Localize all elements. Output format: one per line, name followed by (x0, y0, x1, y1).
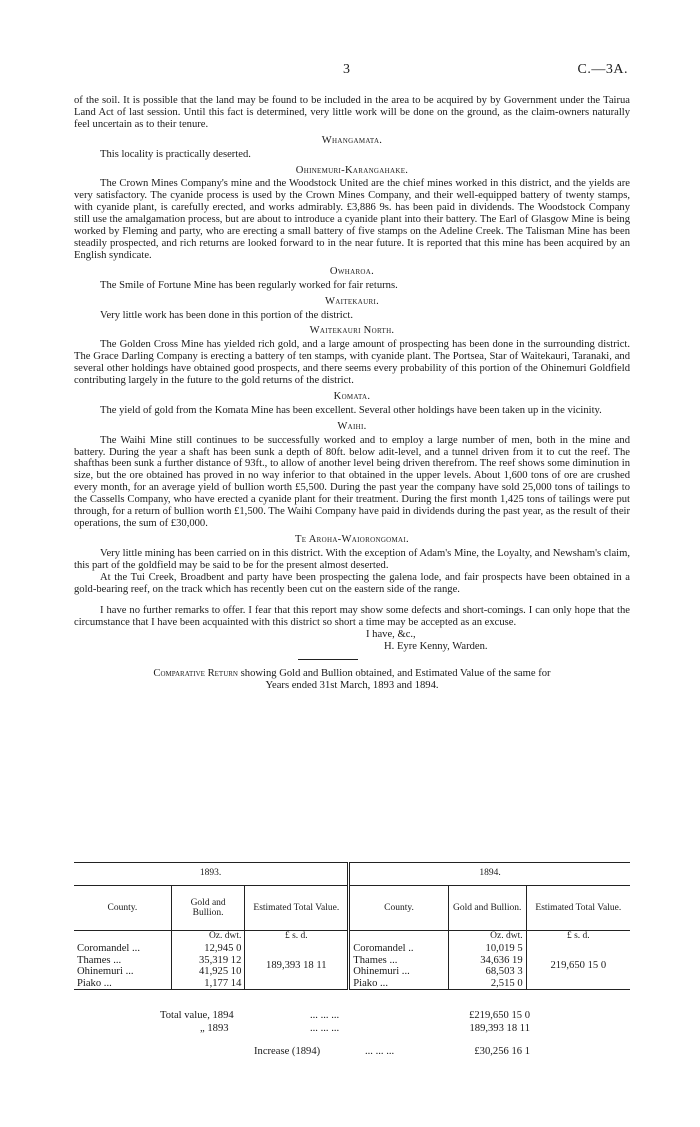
gold-oz: 34,636 (480, 954, 510, 966)
leader-dots: ... (389, 954, 398, 966)
total-1893-value: 189,393 18 11 (469, 1023, 530, 1034)
section-rule (298, 659, 358, 660)
county-name: Coromandel (353, 943, 406, 954)
comparative-return-table (74, 862, 630, 990)
gold-dwt: 5 (517, 943, 523, 954)
heading-ohinemuri: Ohinemuri-Karangahake. (295, 164, 409, 176)
paragraph-closing: I have no further remarks to offer. I fear that this report may show some defects and short-comings. I can only hope that the circumstance that I have been acquainted with this district so short a time may be accepted as an excuse. (74, 605, 630, 629)
signature-salutation: I have, &c., (366, 629, 416, 641)
heading-waitekauri: Waitekauri. (324, 295, 380, 307)
total-1893-line (160, 1022, 560, 1035)
leader-dots: ... (132, 943, 140, 954)
leader-dots: ... ... ... (310, 1010, 340, 1021)
increase-value: £30,256 16 1 (474, 1046, 530, 1057)
paragraph-ohinemuri: The Crown Mines Company's mine and the Woodstock United are the chief mines worked in this district, and the yields are very satisfactory. The cyanide process is used by the Crown Mines Company, and their well-equipped battery of twenty stamps, with cyanide plant, is carefully erected, and works admirably. £3,886 9s. has been paid in dividends. The Woodstock Company still use the amalgamation process, but are about to introduce a cyanide plant into their battery. The Earl of Glasgow Mine is being worked by Fleming and party, who are erecting a small battery of five stamps on the Adeline Creek. The Talisman Mine has been steadily prospected, and rich returns are looked forward to in the near future. It is reported that this mine has been acquired by an English syndicate. (74, 178, 630, 261)
county-name: Ohinemuri (353, 966, 400, 978)
leader-dots: .. (408, 943, 414, 954)
county-name: Piako (353, 977, 378, 989)
year-1894: 1894. (349, 863, 630, 886)
return-title (74, 668, 630, 692)
col-county-1893: County. (74, 886, 171, 931)
document-code: C.—3A. (577, 62, 628, 77)
unit-value-1893: £ s. d. (245, 931, 349, 944)
gold-oz: 12,945 (204, 943, 234, 954)
county-name: Ohinemuri (77, 966, 123, 978)
gold-dwt: 3 (517, 966, 523, 978)
heading-te-aroha: Te Aroha-Waiorongomai. (294, 533, 409, 545)
county-name: Piako (77, 977, 102, 989)
paragraph-tui-creek: At the Tui Creek, Broadbent and party have been prospecting the galena lode, and fair prospects have been obtained in a gold-bearing reef, on the track which has recently been cut on the eastern side of the range. (74, 571, 630, 595)
paragraph-waitekauri: Very little work has been done in this portion of the district. (100, 309, 354, 321)
paragraph-waitekauri-north: The Golden Cross Mine has yielded rich gold, and a large amount of prospecting has been done in the surrounding district. The Grace Darling Company is erecting a battery of ten stamps, with cyanide plant. The Portsea, Star of Waitekauri, Taranaki, and several other holdings have obtained good prospects, and there seems every probability of this portion of the Ohinemuri Goldfield contributing largely in the future to the gold returns of the district. (74, 339, 630, 387)
col-value-1894: Estimated Total Value. (526, 886, 630, 931)
gold-oz: 68,503 (485, 966, 515, 978)
col-county-1894: County. (349, 886, 449, 931)
gold-dwt: 14 (230, 977, 242, 989)
gold-oz: 41,925 (199, 966, 229, 978)
col-value-1893: Estimated Total Value. (245, 886, 349, 931)
col-gold-1894: Gold and Bullion. (448, 886, 526, 931)
total-1894-line (160, 1009, 560, 1022)
heading-komata: Komata. (333, 390, 371, 402)
heading-waihi: Waihi. (337, 420, 367, 432)
heading-whangamata: Whangamata. (321, 134, 383, 146)
leader-dots: ... ... ... (310, 1023, 340, 1034)
heading-owharoa: Owharoa. (329, 265, 375, 277)
col-gold-1893: Gold and Bullion. (171, 886, 245, 931)
gold-dwt: 19 (512, 954, 523, 966)
value-1893: 189,393 18 11 (245, 943, 349, 990)
heading-waitekauri-north: Waitekauri North. (309, 325, 395, 337)
totals-block (160, 1009, 560, 1058)
total-1894-label: Total value, 1894 (160, 1010, 234, 1021)
leader-dots: ... (401, 966, 410, 978)
gold-oz: 10,019 (485, 943, 515, 954)
gold-oz: 1,177 (204, 977, 229, 989)
return-title-text: showing Gold and Bullion obtained, and Estimated Value of the same for (240, 668, 551, 680)
return-title-years: Years ended 31st March, 1893 and 1894. (265, 679, 439, 691)
gold-oz: 35,319 (199, 954, 229, 966)
gold-dwt: 0 (236, 943, 242, 954)
leader-dots: ... (125, 966, 134, 978)
report-body (74, 95, 630, 692)
paragraph-owharoa: The Smile of Fortune Mine has been regularly worked for fair returns. (100, 279, 398, 291)
value-1894: 219,650 15 0 (526, 943, 630, 990)
gold-dwt: 10 (230, 966, 242, 978)
leader-dots: ... (113, 954, 122, 966)
total-1893-label: „ 1893 (200, 1023, 229, 1034)
column-header-row (74, 886, 630, 931)
county-name: Thames (353, 954, 387, 966)
paragraph-komata: The yield of gold from the Komata Mine has been excellent. Several other holdings have been taken up in the vicinity. (100, 404, 602, 416)
increase-line (160, 1045, 560, 1058)
table-row (74, 943, 630, 955)
leader-dots: ... (380, 977, 388, 989)
gold-oz: 2,515 (490, 977, 515, 989)
gold-dwt: 0 (517, 977, 523, 989)
county-name: Thames (77, 954, 111, 966)
unit-gold-1893: Oz. dwt. (171, 931, 245, 944)
leader-dots: ... (103, 977, 112, 989)
unit-value-1894: £ s. d. (566, 931, 590, 942)
increase-label: Increase (1894) (254, 1046, 321, 1057)
paragraph-tairua: of the soil. It is possible that the land may be found to be included in the area to be acquired by by Government under the Tairua Land Act of last session. Until this fact is determined, very little work will be done on the ground, as the claim-owners naturally feel uncertain as to their tenure. (74, 95, 630, 130)
leader-dots: ... ... ... (365, 1046, 395, 1057)
paragraph-te-aroha: Very little mining has been carried on in this district. With the exception of Adam's Mine, the Loyalty, and Newsham's claim, this part of the goldfield may be said to be for the present almost deserted. (74, 547, 630, 571)
signature-name: H. Eyre Kenny, Warden. (384, 641, 488, 653)
paragraph-waihi: The Waihi Mine still continues to be successfully worked and to employ a large number of men, both in the mine and battery. During the year a shaft has been sunk a depth of 80ft. below adit-level, and a tunnel driven from it to cut the reef. The shafthas been sunk a further distance of 93ft., to allow of another level being driven therefrom. The reef shows some diminution in size, but the ore obtained has proved in no way inferior to that obtained in the upper levels. About 1,600 tons of ore are crushed every month, for an average yield of bullion worth £5,500. During the past year the company have sold 25,000 tons of tailings to the Cassells Company, who have erected a cyanide plant for their treatment. During the first month 1,425 tons of tailings were put through, for a return of bullion worth £1,500. The Waihi Company have paid in dividends during the past year, as the result of their operations, the sum of £30,000. (74, 434, 630, 529)
year-header-row (74, 863, 630, 886)
total-1894-value: £219,650 15 0 (469, 1010, 530, 1021)
year-1893: 1893. (74, 863, 349, 886)
paragraph-whangamata: This locality is practically deserted. (100, 148, 251, 160)
gold-dwt: 12 (230, 954, 242, 966)
county-name: Coromandel (77, 943, 130, 954)
unit-row (74, 931, 630, 944)
page-number: 3 (343, 62, 350, 77)
return-title-caps: Comparative Return (153, 668, 238, 680)
page-header (0, 62, 700, 78)
unit-gold-1894: Oz. dwt. (448, 931, 526, 944)
